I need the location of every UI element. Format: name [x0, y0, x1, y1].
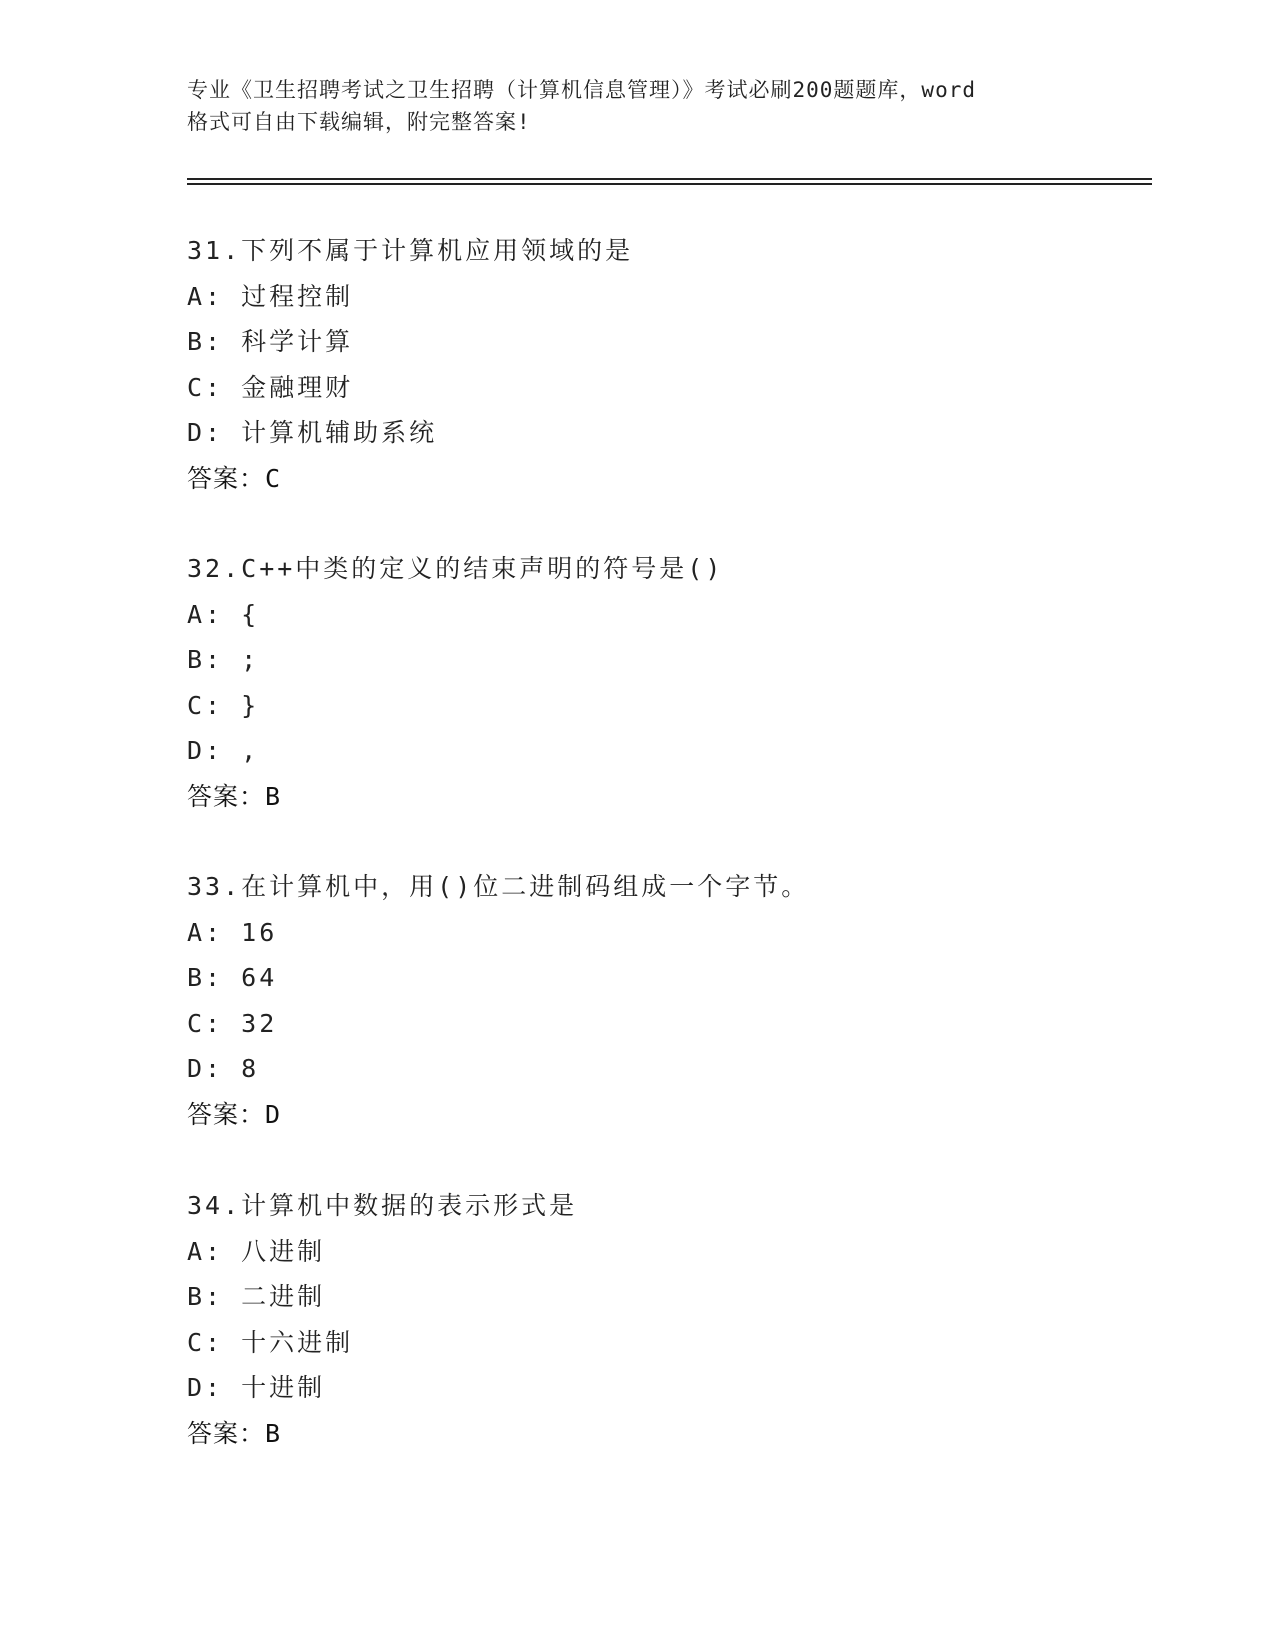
answer-label: 答案：: [187, 463, 266, 493]
answer-label: 答案：: [187, 1418, 266, 1448]
option-d: D: 8: [187, 1054, 260, 1084]
question-34: [187, 1183, 1087, 1457]
answer-line: [187, 774, 1087, 820]
header-line-2: 格式可自由下载编辑，附完整答案!: [187, 110, 531, 134]
answer-line: [187, 1411, 1087, 1457]
option-c: C: }: [187, 690, 260, 720]
option-c: C: 十六进制: [187, 1327, 354, 1357]
option-d: D: ,: [187, 736, 260, 766]
option-a: A: 16: [187, 917, 278, 947]
answer-value: B: [265, 781, 282, 811]
answer-line: [187, 456, 1087, 502]
option-b: B: 64: [187, 963, 278, 993]
question-stem: 34.计算机中数据的表示形式是: [187, 1191, 578, 1220]
answer-label: 答案：: [187, 1099, 266, 1129]
question-32: [187, 546, 1087, 820]
option-b: B: ;: [187, 645, 260, 675]
question-31: [187, 228, 1087, 502]
question-stem: 31.下列不属于计算机应用领域的是: [187, 236, 634, 265]
question-33: [187, 864, 1087, 1138]
header-divider-bottom: [187, 183, 1152, 185]
option-d: D: 计算机辅助系统: [187, 418, 438, 448]
answer-value: C: [265, 463, 282, 493]
header-divider-top: [187, 178, 1152, 180]
answer-line: [187, 1092, 1087, 1138]
option-c: C: 32: [187, 1008, 278, 1038]
option-c: C: 金融理财: [187, 372, 354, 402]
question-stem: 32.C++中类的定义的结束声明的符号是(): [187, 554, 724, 583]
option-b: B: 科学计算: [187, 327, 354, 357]
header-line-1: 专业《卫生招聘考试之卫生招聘（计算机信息管理）》考试必刷200题题库，word: [187, 78, 976, 102]
option-a: A: 八进制: [187, 1236, 326, 1266]
answer-value: D: [265, 1099, 282, 1129]
option-d: D: 十进制: [187, 1373, 326, 1403]
question-stem: 33.在计算机中，用()位二进制码组成一个字节。: [187, 872, 810, 901]
option-a: A: 过程控制: [187, 281, 354, 311]
answer-label: 答案：: [187, 781, 266, 811]
document-header: [187, 74, 1087, 138]
option-a: A: {: [187, 599, 260, 629]
answer-value: B: [265, 1418, 282, 1448]
option-b: B: 二进制: [187, 1282, 326, 1312]
